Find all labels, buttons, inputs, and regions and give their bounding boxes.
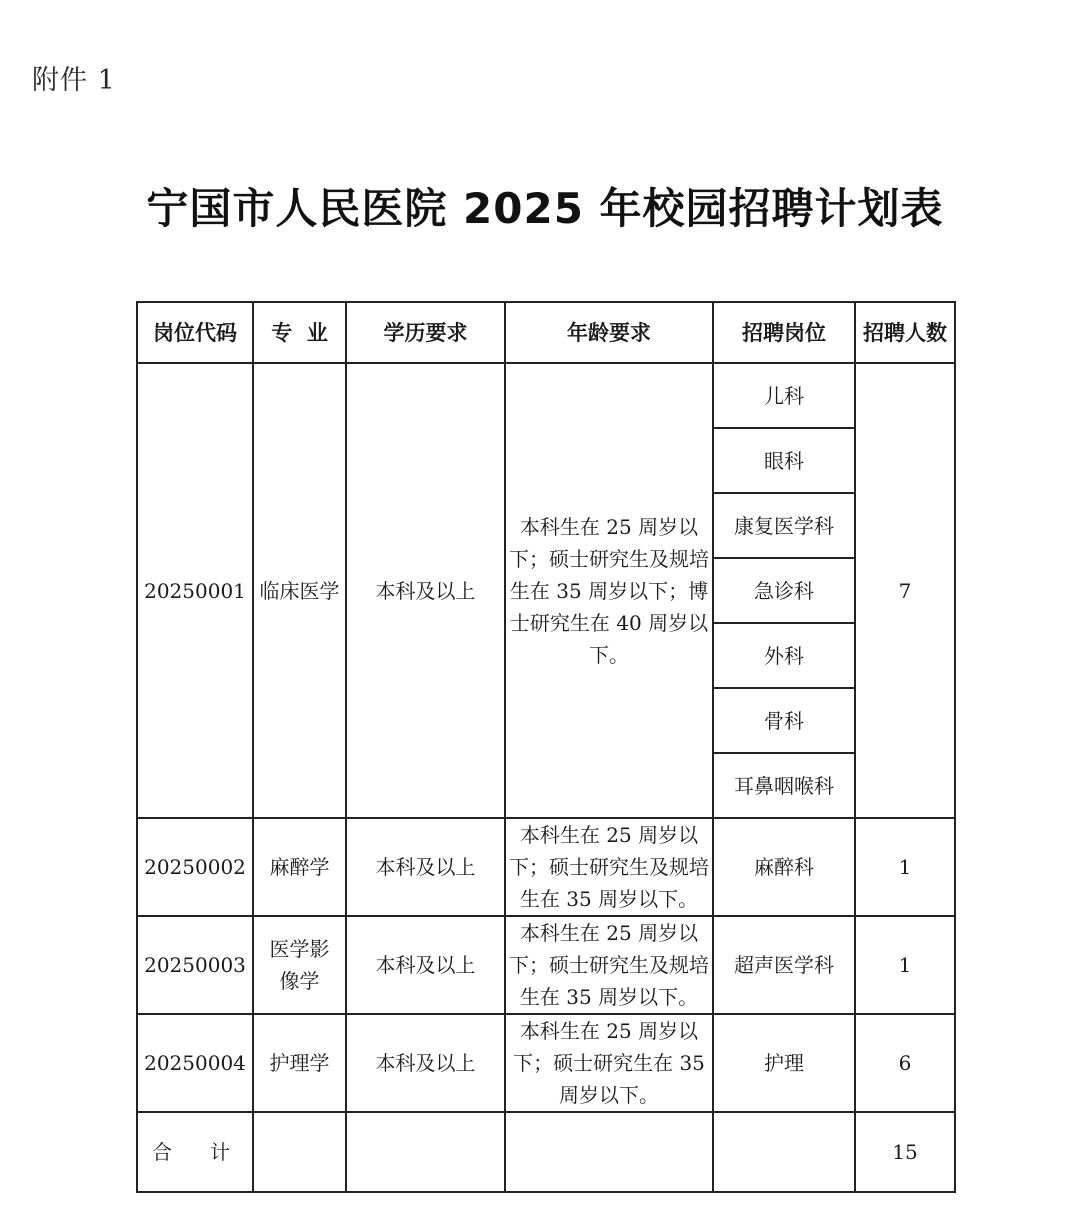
cell-major: 临床医学 — [253, 363, 346, 818]
cell-age: 本科生在 25 周岁以下；硕士研究生及规培生在 35 周岁以下；博士研究生在 40 周岁以下。 — [505, 363, 713, 818]
cell-education: 本科及以上 — [346, 1014, 505, 1112]
cell-position: 急诊科 — [713, 558, 855, 623]
cell-age: 本科生在 25 周岁以下；硕士研究生及规培生在 35 周岁以下。 — [505, 818, 713, 916]
cell-age: 本科生在 25 周岁以下；硕士研究生在 35 周岁以下。 — [505, 1014, 713, 1112]
table-row — [137, 363, 955, 428]
cell-position: 康复医学科 — [713, 493, 855, 558]
cell-major: 麻醉学 — [253, 818, 346, 916]
total-empty-cell — [505, 1112, 713, 1192]
cell-position: 骨科 — [713, 688, 855, 753]
cell-count: 1 — [855, 818, 955, 916]
total-label — [137, 1112, 253, 1192]
cell-count: 6 — [855, 1014, 955, 1112]
table-row — [137, 916, 955, 1014]
header-education: 学历要求 — [346, 302, 505, 363]
cell-age: 本科生在 25 周岁以下；硕士研究生及规培生在 35 周岁以下。 — [505, 916, 713, 1014]
cell-position: 耳鼻咽喉科 — [713, 753, 855, 818]
recruitment-plan-table — [136, 301, 956, 1193]
cell-count: 7 — [855, 363, 955, 818]
table-total-row — [137, 1112, 955, 1192]
cell-code: 20250002 — [137, 818, 253, 916]
cell-position: 护理 — [713, 1014, 855, 1112]
table-row — [137, 1014, 955, 1112]
header-major: 专 业 — [253, 302, 346, 363]
header-count: 招聘人数 — [855, 302, 955, 363]
total-count: 15 — [855, 1112, 955, 1192]
cell-major: 医学影像学 — [253, 916, 346, 1014]
total-empty-cell — [713, 1112, 855, 1192]
cell-education: 本科及以上 — [346, 818, 505, 916]
total-empty-cell — [253, 1112, 346, 1192]
document-title: 宁国市人民医院 2025 年校园招聘计划表 — [146, 184, 944, 233]
total-empty-cell — [346, 1112, 505, 1192]
total-label-right: 计 — [210, 1140, 230, 1164]
cell-position: 眼科 — [713, 428, 855, 493]
cell-position: 麻醉科 — [713, 818, 855, 916]
total-label-left: 合 — [152, 1140, 172, 1164]
cell-education: 本科及以上 — [346, 916, 505, 1014]
cell-code: 20250001 — [137, 363, 253, 818]
header-position: 招聘岗位 — [713, 302, 855, 363]
cell-code: 20250004 — [137, 1014, 253, 1112]
header-age: 年龄要求 — [505, 302, 713, 363]
table-row — [137, 818, 955, 916]
attachment-label: 附件 1 — [32, 65, 116, 96]
cell-position: 超声医学科 — [713, 916, 855, 1014]
table-header-row — [137, 302, 955, 363]
cell-count: 1 — [855, 916, 955, 1014]
header-code: 岗位代码 — [137, 302, 253, 363]
cell-education: 本科及以上 — [346, 363, 505, 818]
cell-position: 儿科 — [713, 363, 855, 428]
cell-code: 20250003 — [137, 916, 253, 1014]
cell-major: 护理学 — [253, 1014, 346, 1112]
cell-position: 外科 — [713, 623, 855, 688]
